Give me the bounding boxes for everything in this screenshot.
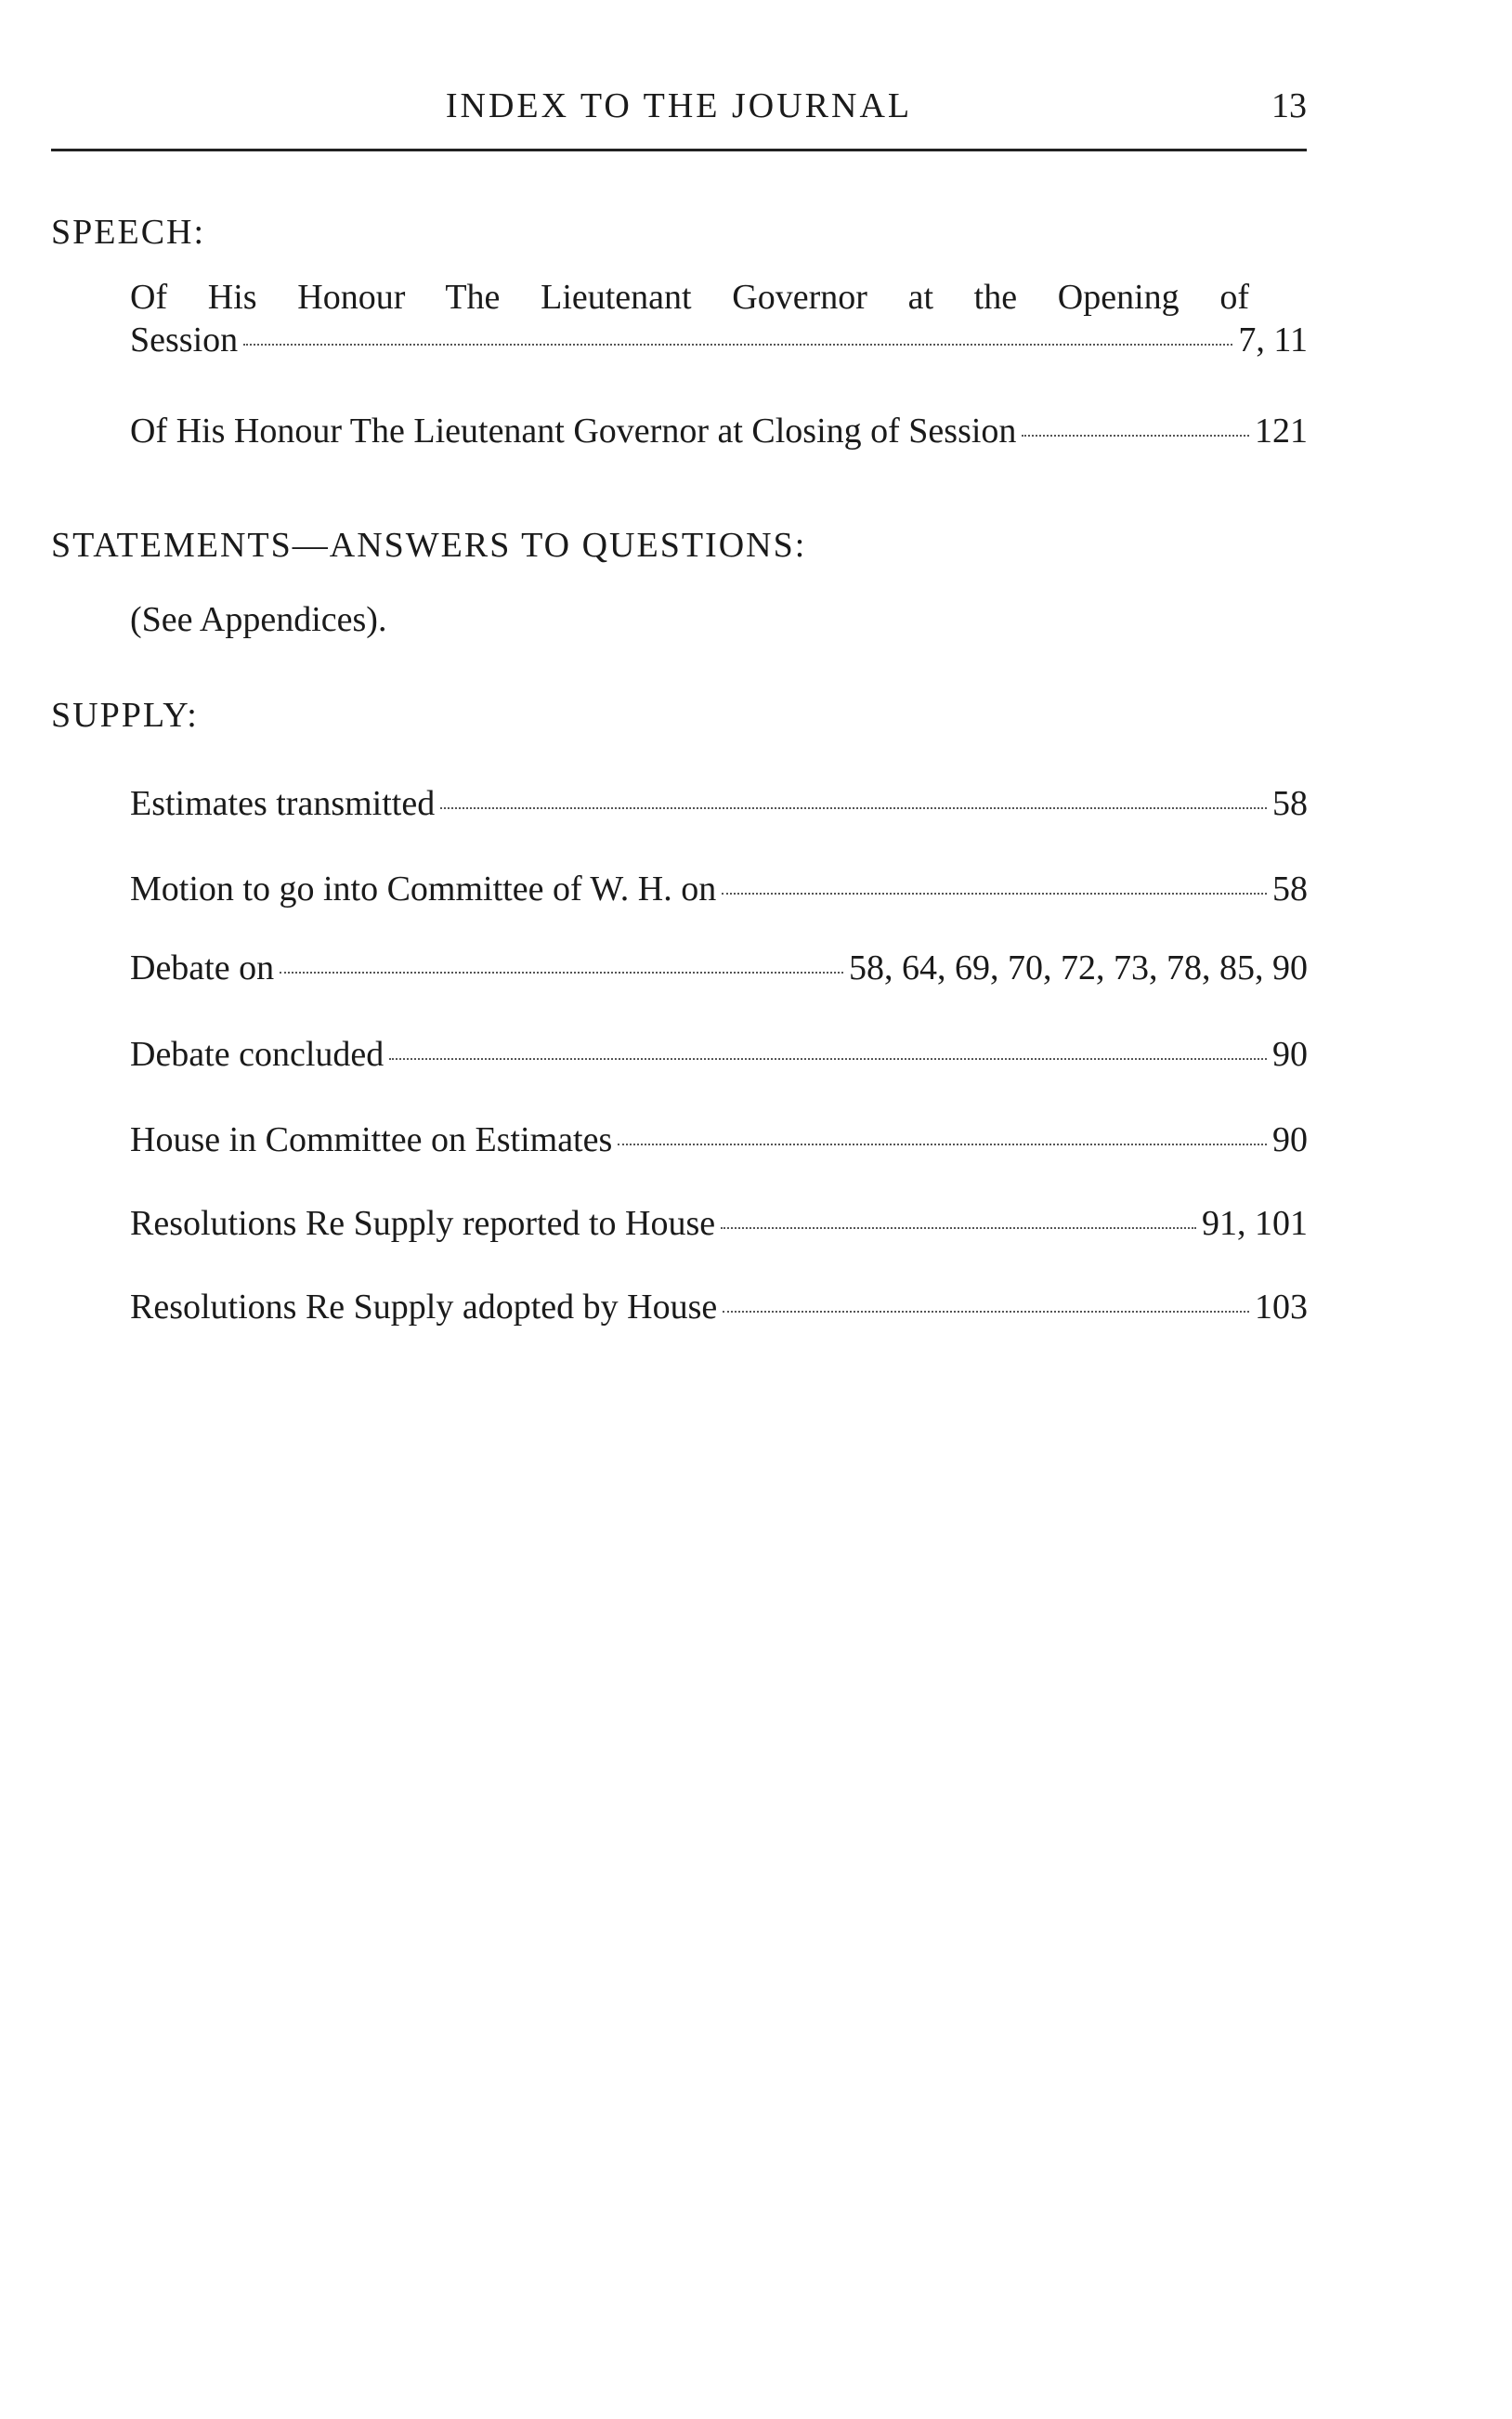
entry-label: Debate concluded (130, 1035, 385, 1074)
index-entry-speech-closing (130, 411, 1308, 457)
entry-label: Resolutions Re Supply reported to House (130, 1204, 716, 1243)
index-entry-resolutions-adopted (130, 1287, 1308, 1333)
entry-pages: 7, 11 (1238, 320, 1308, 360)
dot-leader (1022, 435, 1249, 437)
entry-pages: 90 (1272, 1120, 1308, 1159)
section-heading-statements: STATEMENTS—ANSWERS TO QUESTIONS: (51, 526, 807, 565)
section-heading-supply: SUPPLY: (51, 696, 199, 735)
entry-pages: 91, 101 (1202, 1204, 1308, 1243)
entry-pages: 121 (1255, 412, 1308, 451)
statements-note: (See Appendices). (130, 600, 387, 639)
entry-label: Estimates transmitted (130, 784, 436, 823)
index-entry-house-in-committee (130, 1119, 1308, 1166)
entry-label: Resolutions Re Supply adopted by House (130, 1288, 718, 1327)
dot-leader (243, 344, 1232, 346)
dot-leader (440, 807, 1267, 809)
index-entry-speech-opening (130, 320, 1308, 366)
running-head (51, 85, 1307, 132)
entry-label: Motion to go into Committee of W. H. on (130, 870, 717, 909)
page-number: 13 (1271, 86, 1307, 125)
index-entry-debate-on (130, 948, 1308, 994)
index-entry-resolutions-reported (130, 1203, 1308, 1249)
entry-pages: 90 (1272, 1035, 1308, 1074)
dot-leader (389, 1058, 1267, 1060)
dot-leader (723, 1311, 1249, 1313)
entry-pages: 58 (1272, 784, 1308, 823)
index-entry-motion-committee (130, 869, 1308, 915)
header-rule (51, 149, 1307, 151)
dot-leader (721, 1227, 1196, 1229)
entry-label: House in Committee on Estimates (130, 1120, 613, 1159)
section-heading-speech: SPEECH: (51, 213, 206, 252)
entry-pages: 58 (1272, 870, 1308, 909)
entry-pages: 58, 64, 69, 70, 72, 73, 78, 85, 90 (849, 948, 1308, 987)
entry-label: Session (130, 320, 239, 360)
index-entry-debate-concluded (130, 1034, 1308, 1080)
dot-leader (722, 893, 1267, 895)
dot-leader (280, 972, 843, 974)
running-title: INDEX TO THE JOURNAL (445, 86, 913, 125)
entry-continued-line: Of His Honour The Lieutenant Governor at the Opening of (130, 278, 1249, 317)
entry-label: Of His Honour The Lieutenant Governor at Closing of Session (130, 412, 1017, 451)
index-entry-estimates-transmitted (130, 783, 1308, 830)
dot-leader (618, 1144, 1267, 1145)
entry-label: Debate on (130, 948, 275, 987)
entry-pages: 103 (1255, 1288, 1308, 1327)
